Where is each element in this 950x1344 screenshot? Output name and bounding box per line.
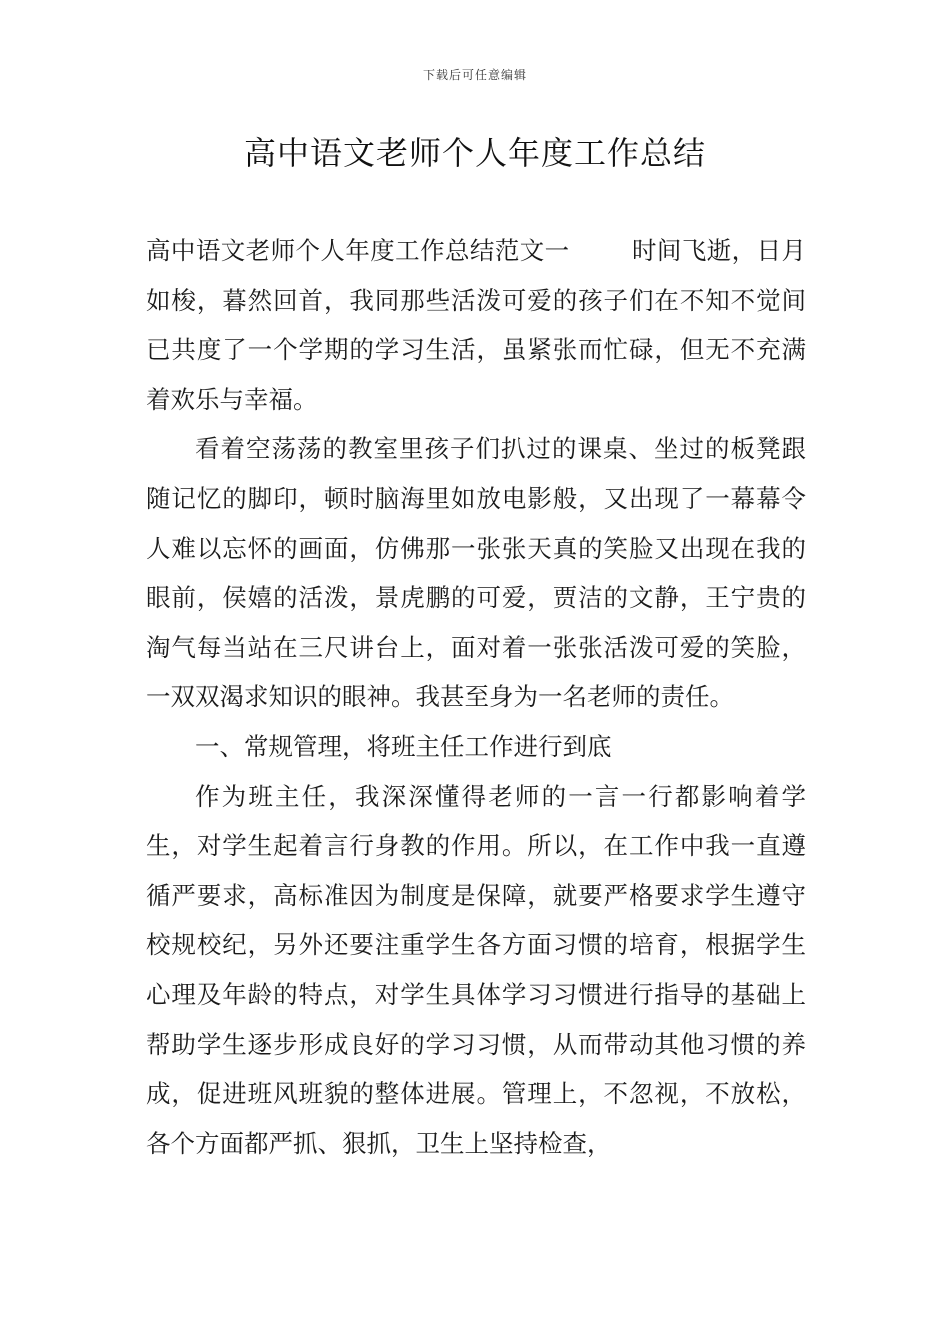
paragraph: 作为班主任，我深深懂得老师的一言一行都影响着学生，对学生起着言行身教的作用。所以，在工作中我一直遵循严要求，高标准因为制度是保障，就要严格要求学生遵守校规校纪，另外还要注重学生各方面习惯的培育，根据学生心理及年龄的特点，对学生具体学习习惯进行指导的基础上帮助学生逐步形成良好的学习习惯，从而带动其他习惯的养成，促进班风班貌的整体进展。管理上，不忽视，不放松，各个方面都严抓、狠抓，卫生上坚持检查，: [146, 781, 806, 1158]
intro-lead: 高中语文老师个人年度工作总结范文一: [146, 236, 570, 265]
paragraph: 看着空荡荡的教室里孩子们扒过的课桌、坐过的板凳跟随记忆的脚印，顿时脑海里如放电影般，又出现了一幕幕令人难以忘怀的画面，仿佛那一张张天真的笑脸又出现在我的眼前，侯嬉的活泼，景虎鹏的可爱，贾洁的文静，王宁贵的淘气每当站在三尺讲台上，面对着一张张活泼可爱的笑脸，一双双渴求知识的眼神。我甚至身为一名老师的责任。: [146, 434, 806, 712]
document-title: 高中语文老师个人年度工作总结: [243, 134, 706, 172]
section-heading: 一、常规管理，将班主任工作进行到底: [195, 731, 612, 761]
intro-text: 时间飞逝，日月如梭，暮然回首，我同那些活泼可爱的孩子们在不知不觉间已共度了一个学期的学习生活，虽紧张而忙碌，但无不充满着欢乐与幸福。: [146, 236, 807, 414]
paragraph-intro: [146, 226, 806, 424]
document-body: [146, 226, 806, 1168]
header-note: 下载后可任意编辑: [422, 68, 527, 82]
